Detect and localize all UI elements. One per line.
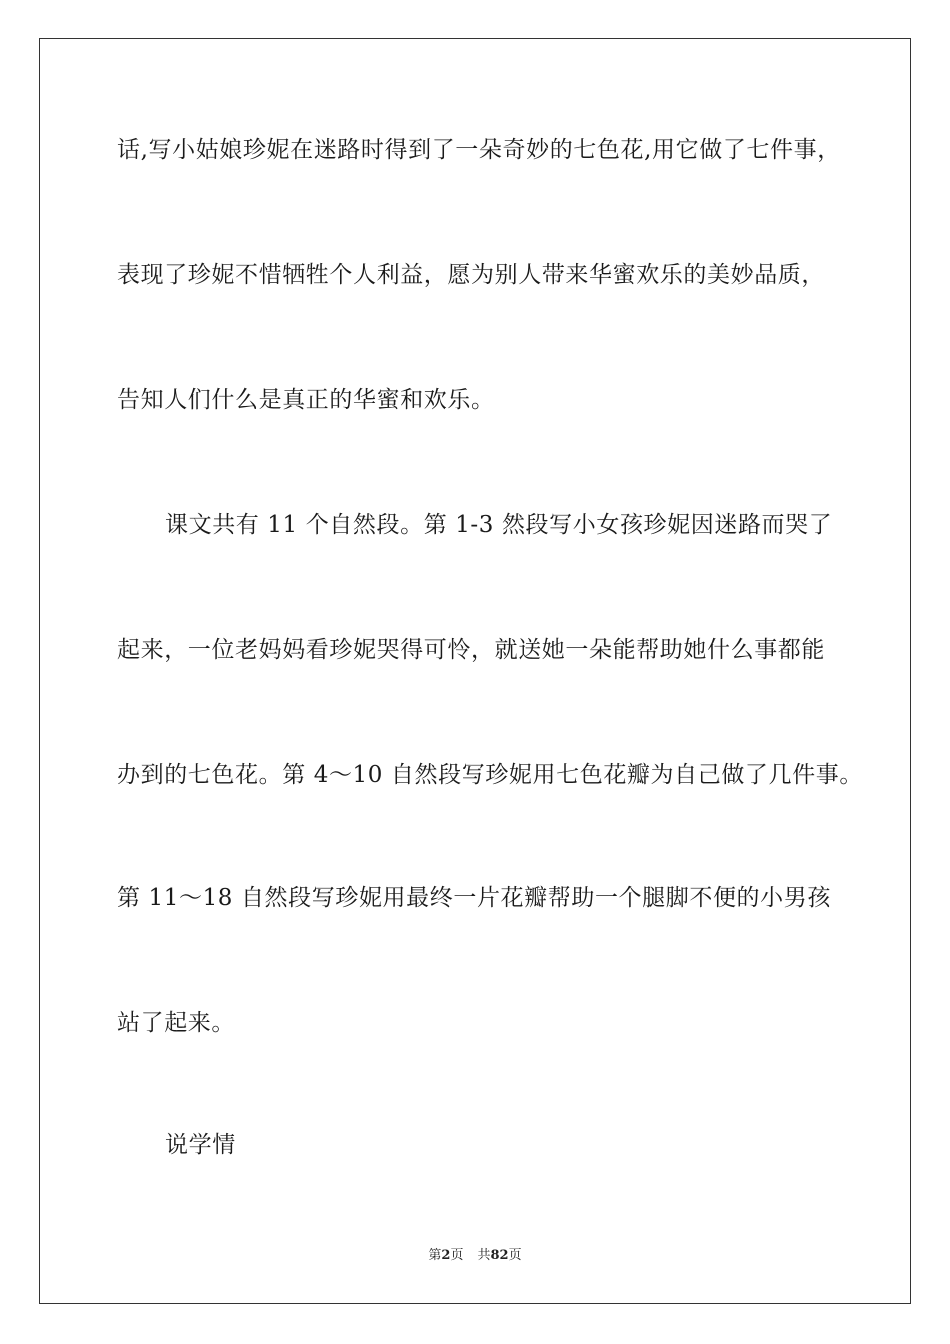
- paragraph-line: 第 11～18 自然段写珍妮用最终一片花瓣帮助一个腿脚不便的小男孩: [117, 885, 831, 911]
- paragraph-line: 课文共有 11 个自然段。第 1-3 然段写小女孩珍妮因迷路而哭了: [165, 512, 833, 538]
- paragraph-line: 话,写小姑娘珍妮在迷路时得到了一朵奇妙的七色花,用它做了七件事，: [117, 137, 841, 163]
- paragraph-line: 办到的七色花。第 4～10 自然段写珍妮用七色花瓣为自己做了几件事。: [117, 762, 863, 788]
- page-border: [39, 38, 911, 1304]
- paragraph-line: 站了起来。: [117, 1010, 235, 1036]
- page-prefix: 第: [428, 1248, 442, 1263]
- total-suffix: 页: [508, 1248, 522, 1263]
- section-heading: 说学情: [165, 1132, 236, 1158]
- total-pages: 82: [490, 1248, 509, 1263]
- paragraph-line: 起来，一位老妈妈看珍妮哭得可怜，就送她一朵能帮助她什么事都能: [117, 637, 825, 663]
- total-prefix: 共: [477, 1248, 491, 1263]
- paragraph-line: 表现了珍妮不惜牺牲个人利益，愿为别人带来华蜜欢乐的美妙品质，: [117, 262, 825, 288]
- page-number: 2: [441, 1248, 451, 1263]
- page-footer: [0, 1247, 950, 1265]
- page-suffix: 页: [450, 1248, 464, 1263]
- paragraph-line: 告知人们什么是真正的华蜜和欢乐。: [117, 387, 495, 413]
